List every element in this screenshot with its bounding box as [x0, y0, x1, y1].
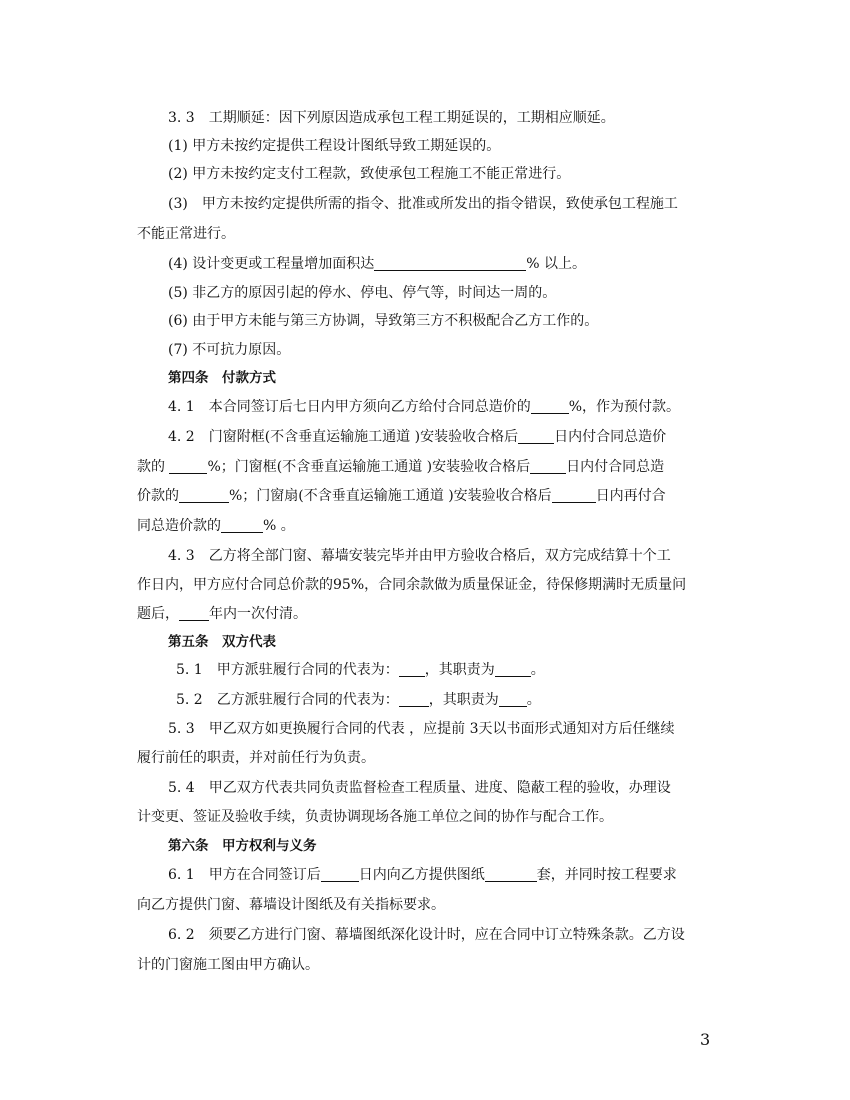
item-2: (2) 甲方未按约定支付工程款，致使承包工程施工不能正常进行。	[168, 166, 571, 182]
clause-4-2-line4-suffix: % 。	[263, 518, 295, 534]
clause-4-2-line4	[137, 516, 295, 536]
clause-4-2-suffix: 日内付合同总造价	[554, 429, 667, 445]
party-b-rep-blank	[399, 691, 429, 707]
item-1: (1) 甲方未按约定提供工程设计图纸导致工期延误的。	[168, 138, 501, 154]
clause-5-1-end: 。	[530, 662, 545, 678]
clause-5-3: 5. 3 甲乙双方如更换履行合同的代表 ，应提前 3天以书面形式通知对方后任继续	[168, 721, 675, 737]
item-4	[168, 254, 586, 274]
clause-6-1-text: 6. 1 甲方在合同签订后	[168, 867, 321, 883]
sash-percent-blank	[221, 517, 263, 533]
clause-4-2-line2-prefix: 款的	[137, 459, 170, 475]
article-5-heading: 第五条 双方代表	[168, 634, 276, 650]
item-4-text: (4) 设计变更或工程量增加面积达	[168, 256, 375, 272]
clause-4-2-line3-prefix: 价款的	[137, 488, 179, 504]
warranty-years-blank	[179, 605, 209, 621]
clause-5-3-line2: 履行前任的职责，并对前任行为负责。	[137, 750, 375, 766]
clause-4-3-line3-prefix: 题后，	[137, 606, 179, 622]
party-a-rep-blank	[399, 661, 425, 677]
clause-5-1	[176, 660, 545, 680]
item-3: (3) 甲方未按约定提供所需的指令、批准或所发出的指令错误，致使承包工程施工	[168, 196, 678, 212]
clause-3-3: 3. 3 工期顺延：因下列原因造成承包工程工期延误的，工期相应顺延。	[168, 110, 615, 126]
clause-6-2: 6. 2 须要乙方进行门窗、幕墙图纸深化设计时，应在合同中订立特殊条款。乙方设	[168, 927, 685, 943]
clause-5-4: 5. 4 甲乙双方代表共同负责监督检查工程质量、进度、隐蔽工程的验收，办理设	[168, 780, 671, 796]
clause-4-2-line2	[137, 457, 664, 477]
clause-4-2-line3-suffix: 日内再付合	[595, 488, 666, 504]
item-3-continued: 不能正常进行。	[137, 226, 235, 242]
party-a-duty-blank	[495, 661, 531, 677]
clause-4-2	[168, 427, 666, 447]
frame-percent-blank	[179, 487, 229, 503]
clause-4-3: 4. 3 乙方将全部门窗、幕墙安装完毕并由甲方验收合格后，双方完成结算十个工	[168, 548, 671, 564]
area-percent-blank	[374, 255, 526, 271]
clause-6-2-line2: 计的门窗施工图由甲方确认。	[137, 957, 319, 973]
subframe-percent-blank	[169, 458, 207, 474]
clause-5-4-line2: 计变更、签证及验收手续，负责协调现场各施工单位之间的协作与配合工作。	[137, 809, 613, 825]
clause-5-1-mid: ，其职责为	[424, 662, 495, 678]
sash-days-blank	[552, 487, 596, 503]
subframe-days-blank	[518, 428, 554, 444]
clause-4-2-line2-suffix: 日内付合同总造	[566, 459, 665, 475]
clause-5-2-mid: ，其职责为	[428, 692, 499, 708]
clause-4-2-line3	[137, 486, 666, 506]
item-7: (7) 不可抗力原因。	[168, 342, 291, 358]
clause-5-2-text: 5. 2 乙方派驻履行合同的代表为：	[176, 692, 399, 708]
clause-4-3-line2: 作日内，甲方应付合同总价款的95%，合同余款做为质量保证金，待保修期满时无质量问	[137, 577, 687, 593]
clause-5-2	[176, 690, 541, 710]
clause-4-1-suffix: %，作为预付款。	[568, 399, 681, 415]
clause-4-1	[168, 397, 680, 417]
clause-4-3-line3-suffix: 年内一次付清。	[209, 606, 307, 622]
item-4-suffix: % 以上。	[526, 256, 587, 272]
item-5: (5) 非乙方的原因引起的停水、停电、停气等，时间达一周的。	[168, 285, 557, 301]
clause-6-1-mid: 日内向乙方提供图纸	[358, 867, 485, 883]
clause-6-1-line2: 向乙方提供门窗、幕墙设计图纸及有关指标要求。	[137, 897, 445, 913]
clause-4-3-line3	[137, 604, 307, 624]
page-number: 3	[700, 1030, 711, 1049]
clause-4-2-line2-text: %；门窗框(不含垂直运输施工通道 )安装验收合格后	[207, 459, 531, 475]
clause-6-1-suffix: 套，并同时按工程要求	[536, 867, 677, 883]
clause-4-2-line4-prefix: 同总造价款的	[137, 518, 221, 534]
party-b-duty-blank	[499, 691, 527, 707]
frame-days-blank	[530, 458, 566, 474]
drawing-days-blank	[321, 866, 359, 882]
clause-4-2-line3-text: %；门窗扇(不含垂直运输施工通道 )安装验收合格后	[229, 488, 552, 504]
drawing-sets-blank	[485, 866, 537, 882]
article-4-heading: 第四条 付款方式	[168, 370, 276, 386]
clause-4-1-text: 4. 1 本合同签订后七日内甲方须向乙方给付合同总造价的	[168, 399, 531, 415]
article-6-heading: 第六条 甲方权利与义务	[168, 838, 317, 854]
clause-6-1	[168, 865, 677, 885]
advance-percent-blank	[531, 398, 569, 414]
clause-4-2-text: 4. 2 门窗附框(不含垂直运输施工通道 )安装验收合格后	[168, 429, 519, 445]
item-6: (6) 由于甲方未能与第三方协调，导致第三方不积极配合乙方工作的。	[168, 313, 599, 329]
clause-5-2-end: 。	[526, 692, 541, 708]
clause-5-1-text: 5. 1 甲方派驻履行合同的代表为：	[176, 662, 399, 678]
